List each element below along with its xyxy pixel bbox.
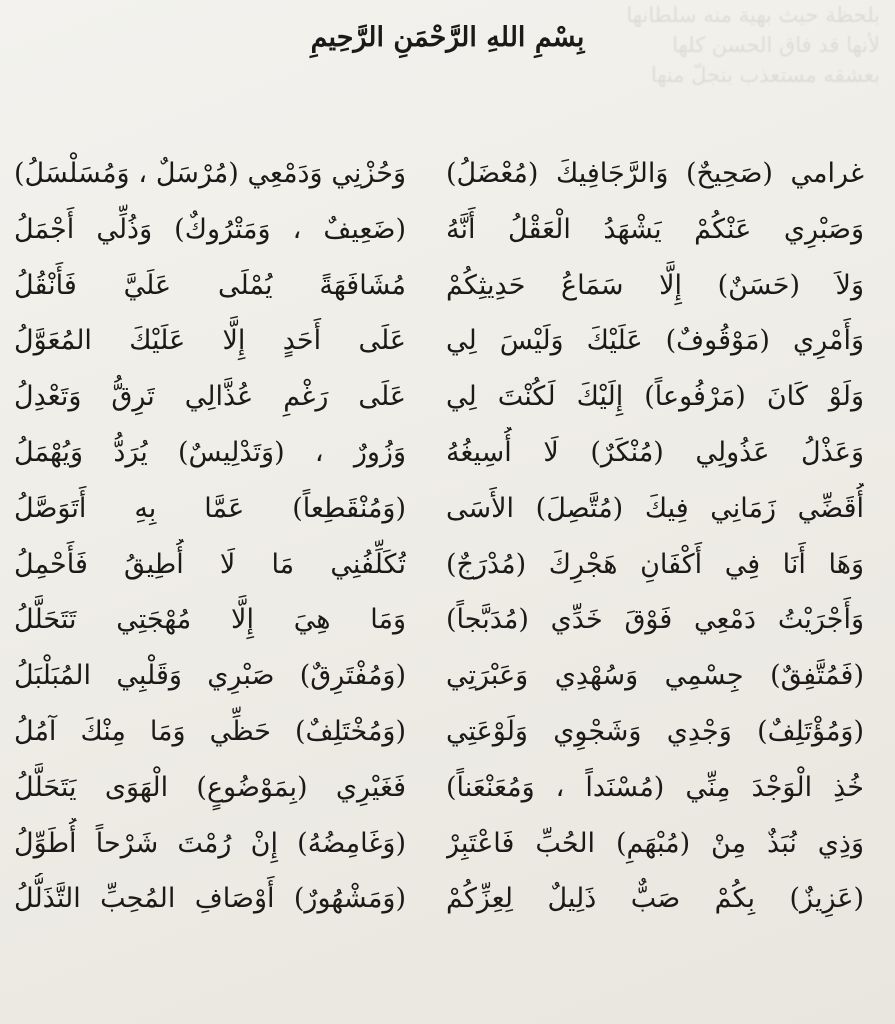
verse-second-hemistich: عَلَى أَحَدٍ إِلَّا عَلَيْكَ المُعَوَّلُ bbox=[14, 325, 406, 357]
verse-second-hemistich: وَمَا هِيَ إِلَّا مُهْجَتِي تَتَحَلَّلُ bbox=[14, 604, 406, 636]
verse-second-hemistich: (وَغَامِضُهُ) إِنْ رُمْتَ شَرْحاً أُطَوِّلُ bbox=[14, 827, 406, 859]
verse-row bbox=[0, 818, 895, 874]
verse-second-hemistich: (وَمَشْهُورٌ) أَوْصَافِ المُحِبِّ التَّذَلُّلُ bbox=[14, 883, 406, 915]
verse-row bbox=[0, 762, 895, 818]
poem bbox=[0, 148, 895, 929]
verse-second-hemistich: (وَمُخْتَلِفٌ) حَظِّي وَمَا مِنْكَ آمُلُ bbox=[14, 715, 406, 747]
verse-second-hemistich: وَحُزْنِي وَدَمْعِي (مُرْسَلٌ ، وَمُسَلْسَلُ) bbox=[14, 158, 406, 189]
bleed-line: لأنها قد فاق الحسن كلها bbox=[672, 33, 880, 57]
verse-second-hemistich: فَغَيْرِي (بِمَوْضُوعٍ) الْهَوَى يَتَحَلَّلُ bbox=[14, 771, 406, 803]
basmala-heading: بِسْمِ اللهِ الرَّحْمَنِ الرَّحِيمِ bbox=[310, 22, 585, 53]
verse-second-hemistich: مُشَافَهَةً يُمْلَى عَلَيَّ فَأَنْقُلُ bbox=[14, 269, 406, 301]
verse-row bbox=[0, 204, 895, 260]
verse-first-hemistich: غرامي (صَحِيحٌ) وَالرَّجَافِيكَ (مُعْضَلُ) bbox=[446, 158, 864, 189]
verse-row bbox=[0, 483, 895, 539]
verse-row bbox=[0, 650, 895, 706]
verse-first-hemistich: وَصَبْرِي عَنْكُمْ يَشْهَدُ الْعَقْلُ أَنَّهُ bbox=[446, 213, 864, 245]
verse-row bbox=[0, 260, 895, 316]
verse-first-hemistich: وَلَوْ كَانَ (مَرْفُوعاً) إِلَيْكَ لَكُنْتَ لِي bbox=[446, 381, 864, 413]
verse-second-hemistich: تُكَلِّفُنِي مَا لَا أُطِيقُ فَأَحْمِلُ bbox=[14, 548, 406, 580]
verse-first-hemistich: (عَزِيزٌ) بِكُمْ صَبٌّ ذَلِيلٌ لِعِزِّكُمْ bbox=[446, 883, 864, 915]
verse-first-hemistich: وَذِي نُبَذٌ مِنْ (مُبْهَمِ) الحُبِّ فَاعْتَبِرْ bbox=[446, 827, 864, 859]
verse-row bbox=[0, 873, 895, 929]
bleed-line: بلحظة حيث بهية منه سلطانها bbox=[626, 3, 880, 27]
verse-row bbox=[0, 706, 895, 762]
verse-first-hemistich: أُقَضِّي زَمَانِي فِيكَ (مُتَّصِلَ) الأَسَى bbox=[446, 492, 864, 524]
bleed-line: بعشقه مستعذب بتجلّ منها bbox=[650, 63, 880, 87]
verse-first-hemistich: (وَمُؤْتَلِفٌ) وَجْدِي وَشَجْوِي وَلَوْعَتِي bbox=[446, 715, 864, 747]
bleed-through-text bbox=[460, 0, 880, 110]
verse-first-hemistich: وَأَمْرِي (مَوْقُوفٌ) عَلَيْكَ وَلَيْسَ لِي bbox=[446, 325, 864, 357]
verse-row bbox=[0, 594, 895, 650]
verse-second-hemistich: عَلَى رَغْمِ عُذَّالِي تَرِقُّ وَتَعْدِلُ bbox=[14, 381, 406, 413]
verse-second-hemistich: (وَمُفْتَرِقٌ) صَبْرِي وَقَلْبِي المُبَلْبَلُ bbox=[14, 660, 406, 692]
verse-first-hemistich: وَأَجْرَيْتُ دَمْعِي فَوْقَ خَدِّي (مُدَبَّجاً) bbox=[446, 604, 864, 636]
verse-second-hemistich: (وَمُنْقَطِعاً) عَمَّا بِهِ أَتَوَصَّلُ bbox=[14, 492, 406, 524]
verse-row bbox=[0, 427, 895, 483]
verse-row bbox=[0, 371, 895, 427]
verse-first-hemistich: خُذِ الْوَجْدَ مِنِّي (مُسْنَداً ، وَمُعَنْعَناً) bbox=[446, 771, 864, 803]
verse-row bbox=[0, 148, 895, 204]
verse-row bbox=[0, 539, 895, 595]
verse-first-hemistich: وَهَا أَنَا فِي أَكْفَانِ هَجْرِكَ (مُدْرَجٌ) bbox=[446, 548, 864, 580]
verse-first-hemistich: وَعَذْلُ عَذُولِي (مُنْكَرٌ) لَا أُسِيغُهُ bbox=[446, 436, 864, 468]
verse-second-hemistich: وَزُورٌ ، (وَتَدْلِيسٌ) يُرَدُّ وَيُهْمَلُ bbox=[14, 436, 406, 468]
verse-second-hemistich: (ضَعِيفٌ ، وَمَتْرُوكٌ) وَذُلِّي أَجْمَلُ bbox=[14, 213, 406, 245]
verse-row bbox=[0, 315, 895, 371]
verse-first-hemistich: (فَمُتَّفِقٌ) جِسْمِي وَسُهْدِي وَعَبْرَتِي bbox=[446, 660, 864, 692]
verse-first-hemistich: وَلاَ (حَسَنٌ) إِلَّا سَمَاعُ حَدِيثِكُمْ bbox=[446, 269, 864, 301]
